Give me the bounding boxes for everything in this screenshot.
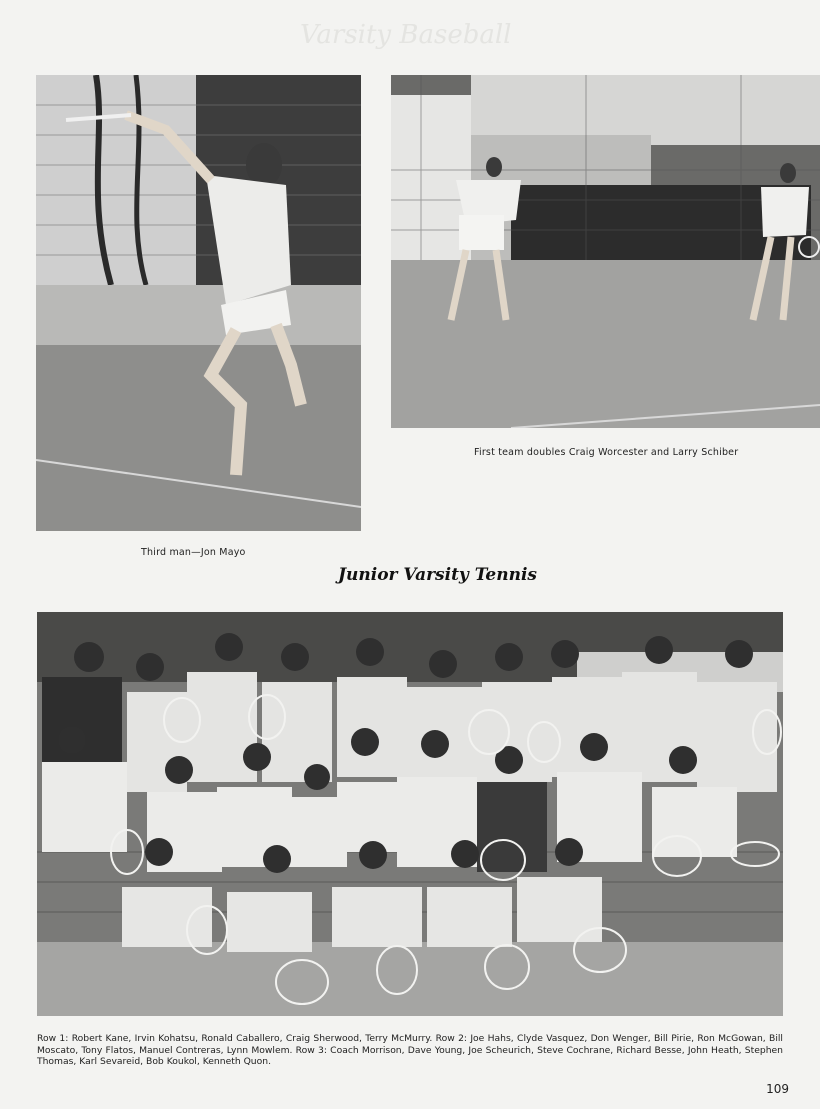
caption-jon-mayo: Third man—Jon Mayo — [141, 547, 246, 558]
team-roster-caption: Row 1: Robert Kane, Irvin Kohatsu, Ronald Caballero, Craig Sherwood, Terry McMurry. Row 2: Joe Hahs, Clyde Vasquez, Don Wenger, Bill Pirie, Ron McGowan, Bill Moscato, Tony Flatos, Manuel Contreras, Lynn Mowlem. Row 3: Coach Morrison, Dave Young, Joe Scheurich, Steve Cochrane, Richard Besse, John Heath, Stephen Thomas, Karl Sevareid, Bob Koukol, Kenneth Quon. — [37, 1033, 783, 1067]
caption-first-team-doubles: First team doubles Craig Worcester and Larry Schiber — [474, 447, 739, 458]
photo-jon-mayo — [36, 75, 361, 531]
photo-first-team-doubles — [391, 75, 820, 428]
section-title: Junior Varsity Tennis — [338, 565, 537, 585]
photo-junior-varsity-team — [37, 612, 783, 1016]
page-number: 109 — [766, 1082, 789, 1096]
faint-bleed-through-heading: Varsity Baseball — [300, 20, 512, 50]
